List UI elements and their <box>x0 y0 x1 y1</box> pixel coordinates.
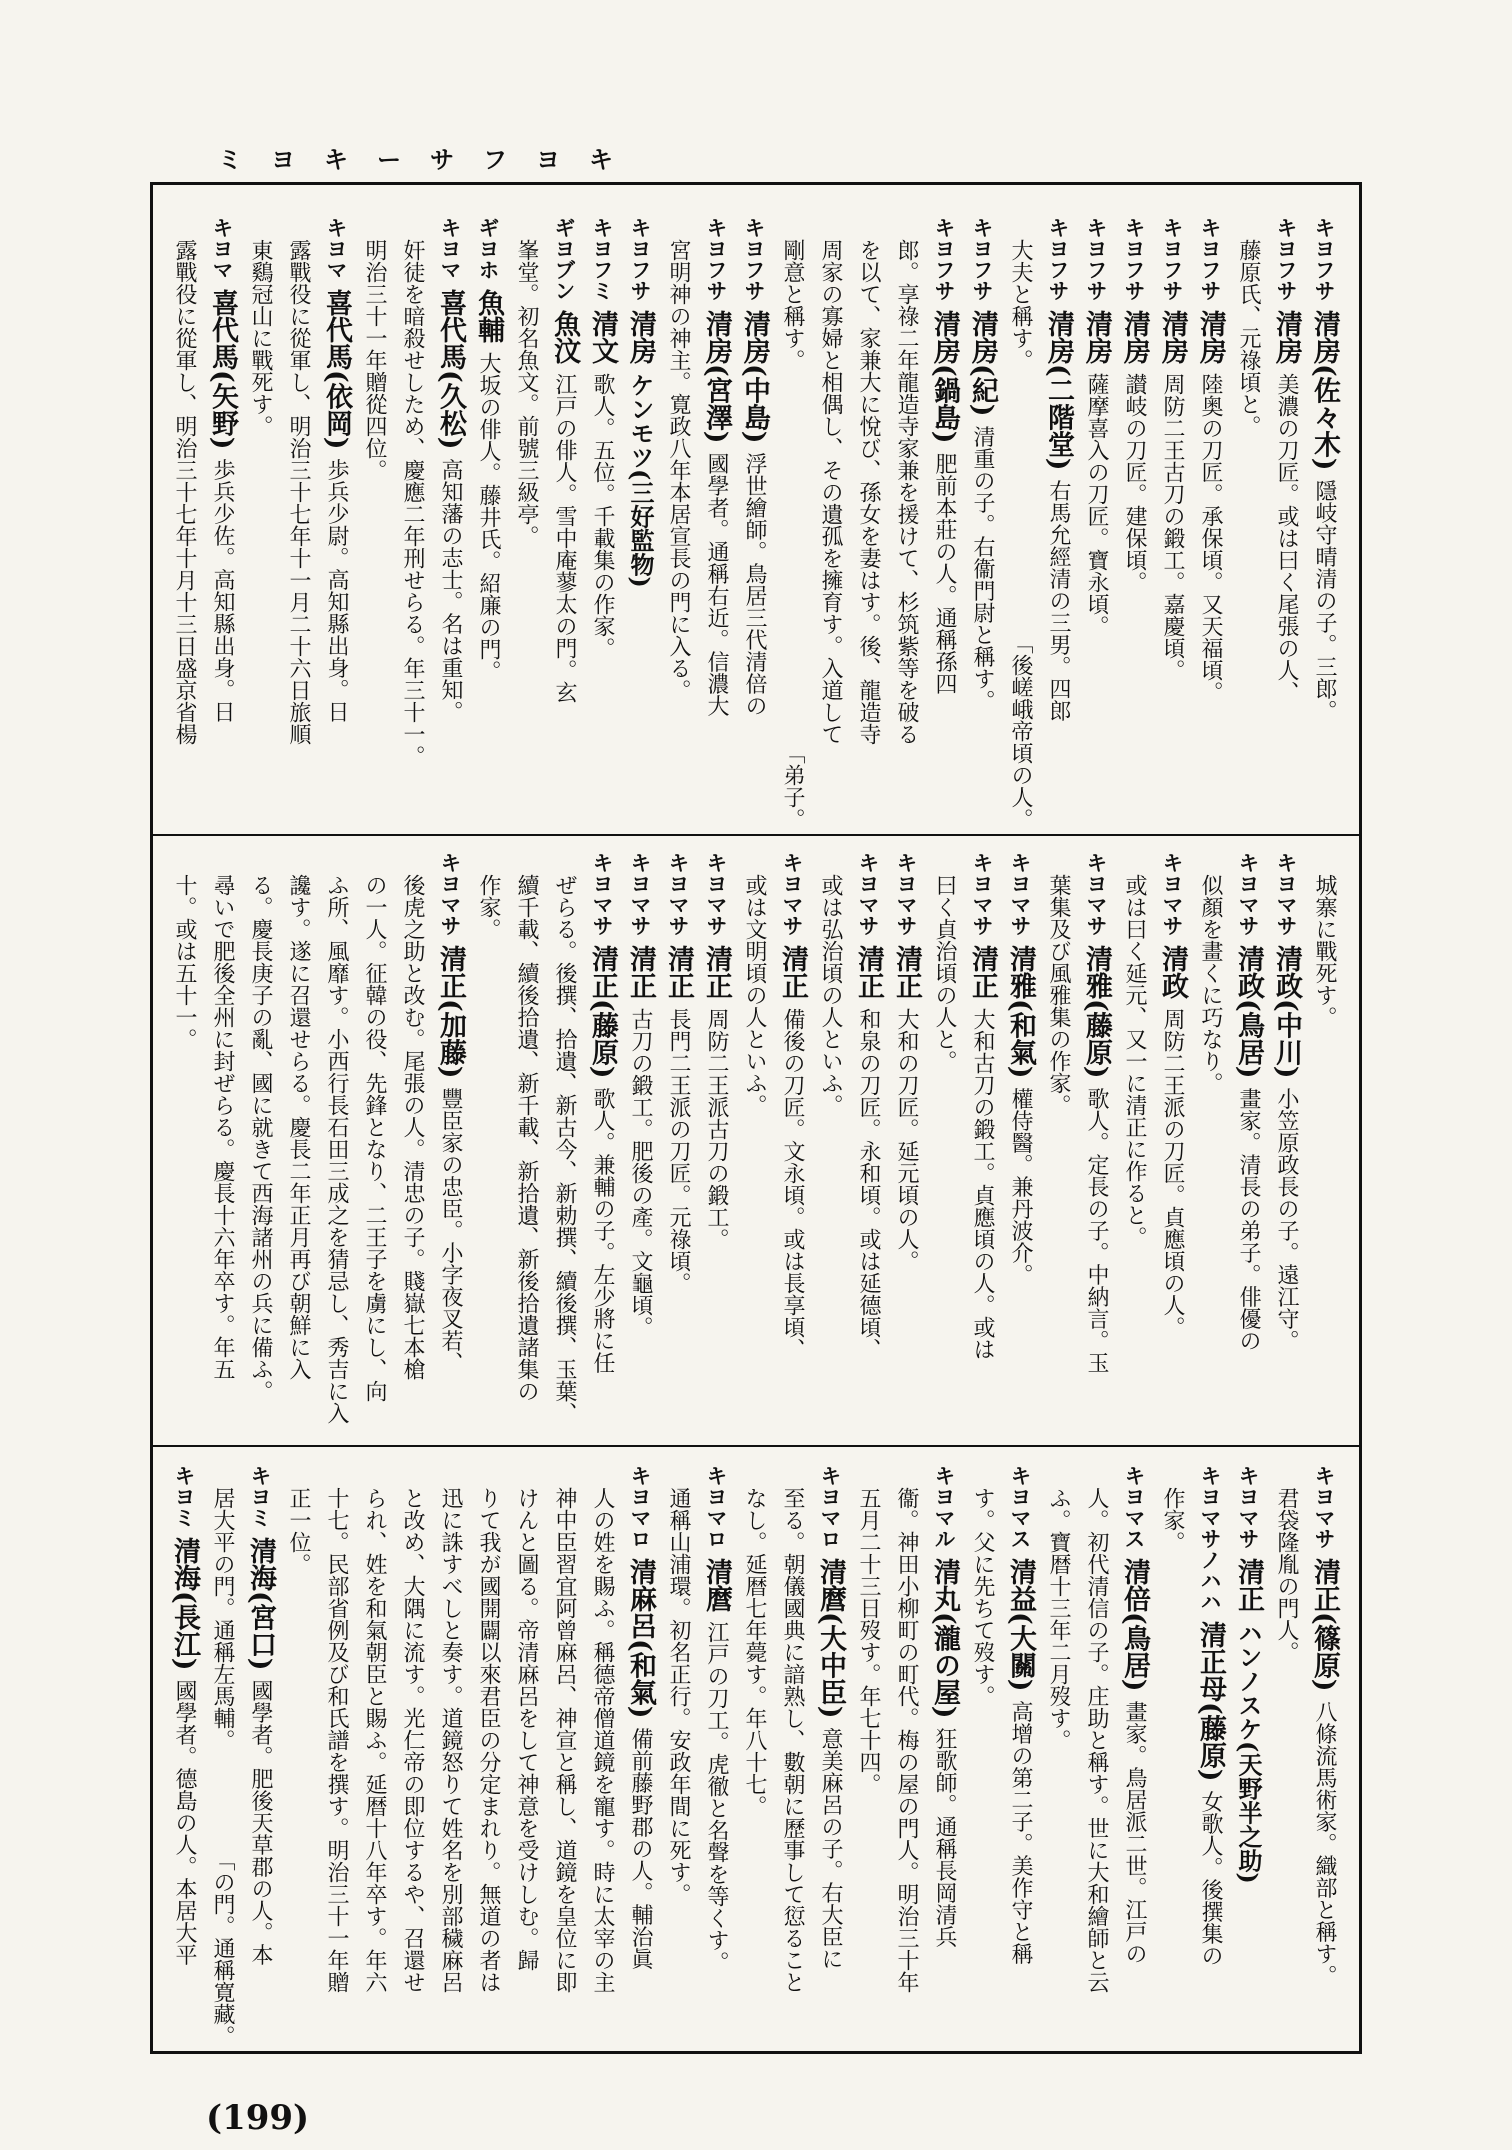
entry-reading: キヨフサ <box>628 217 652 301</box>
continuation-text: 藤原氏、元祿頃と。 <box>1236 239 1261 437</box>
entry-description: 和泉の刀匠。永和頃。或は延德頃、 <box>856 1008 881 1360</box>
continuation-column <box>545 852 583 1445</box>
entry-headword: 清麿 <box>701 1558 732 1612</box>
entry-reading: キヨフミ <box>590 217 614 301</box>
entry-headword: 清正(加藤) <box>435 945 466 1079</box>
entry-headword: 清房(鍋島) <box>929 310 960 444</box>
entry-column <box>621 217 659 834</box>
continuation-text: 曰く貞治頃の人と。 <box>932 874 957 1072</box>
entry-reading: キヨマ <box>438 217 462 280</box>
entry-reading: キヨフサ <box>742 217 766 301</box>
entry-headword: 清政 <box>1157 945 1188 999</box>
continuation-text: の一人。征韓の役、先鋒となり、二王子を虜にし、向 <box>362 874 387 1402</box>
entry-reading: キヨマサ <box>590 852 614 936</box>
entry-column <box>1077 217 1115 834</box>
entry-headword: 清正 <box>967 945 998 999</box>
continuation-column <box>279 1465 317 2051</box>
continuation-column <box>773 217 811 834</box>
continuation-text: と改め、大隅に流す。光仁帝の即位するや、召還せ <box>400 1487 425 1993</box>
entry-reading: キヨミ <box>172 1465 196 1528</box>
entry-column <box>241 1465 279 2051</box>
continuation-column <box>1267 1465 1305 2051</box>
continuation-text: 君袋隆胤の門人。 <box>1274 1487 1299 1663</box>
entry-reading: キヨマサ <box>780 852 804 936</box>
entry-headword: 魚汶 <box>549 310 580 364</box>
continuation-column <box>735 1465 773 2051</box>
entry-column <box>545 217 583 834</box>
continuation-column <box>507 217 545 834</box>
entry-description: 歩兵少佐。高知縣出身。日 <box>210 458 235 723</box>
entry-description: 江戸の刀工。虎徹と名聲を等くす。 <box>704 1621 729 1973</box>
continuation-column <box>203 1465 241 2051</box>
entry-description: 大和古刀の鍛工。貞應頃の人。或は <box>970 1008 995 1360</box>
continuation-column <box>507 852 545 1445</box>
page-frame <box>150 182 1362 2054</box>
continuation-column <box>507 1465 545 2051</box>
entry-description: 周防二王派古刀の鍛工。 <box>704 1008 729 1250</box>
continuation-column <box>241 852 279 1445</box>
entry-column <box>583 852 621 1445</box>
entry-headword: 清房(宮澤) <box>701 310 732 444</box>
entry-headword: 清正 <box>891 945 922 999</box>
continuation-text: けんと圖る。帝清麻呂をして神意を受けしむ。歸 <box>514 1487 539 1971</box>
entry-column <box>735 217 773 834</box>
entry-column <box>317 217 355 834</box>
entry-reading: キヨマス <box>1122 1465 1146 1549</box>
entry-reading: キヨマサ <box>1236 1465 1260 1549</box>
entry-reading: キヨマサ <box>1236 852 1260 936</box>
entry-headword: 清房 <box>1271 310 1302 364</box>
entry-description: 周防二王派の刀匠。貞應頃の人。 <box>1160 1008 1185 1338</box>
entry-reading: キヨフサ <box>1312 217 1336 301</box>
continuation-text: 後虎之助と改む。尾張の人。清忠の子。賤嶽七本槍 <box>400 874 425 1380</box>
entry-description: 大和の刀匠。延元頃の人。 <box>894 1008 919 1272</box>
entry-description: 薩摩喜入の刀匠。寶永頃。 <box>1084 373 1109 637</box>
continuation-column <box>203 852 241 1445</box>
entry-headword: 清房 <box>1157 310 1188 364</box>
entry-headword: 清正(藤原) <box>587 945 618 1079</box>
continuation-column <box>279 217 317 834</box>
continuation-text: 讒す。遂に召還せらる。慶長二年正月再び朝鮮に入 <box>286 874 311 1380</box>
entry-column <box>1191 217 1229 834</box>
continuation-column <box>393 852 431 1445</box>
continuation-text: 東鷄冠山に戰死す。 <box>248 239 273 437</box>
entry-description: 國學者。肥後天草郡の人。本 <box>248 1679 273 1966</box>
entry-headword: 清房 <box>1195 310 1226 364</box>
continuation-text: 露戰役に從軍し、明治三十七年十月十三日盛京省楊 <box>172 239 197 745</box>
entry-column <box>963 217 1001 834</box>
entry-headword: 清丸(瀧の屋) <box>929 1558 960 1719</box>
entry-reading: キヨマロ <box>628 1465 652 1549</box>
middle-section <box>153 834 1359 1445</box>
entry-reading: キヨマサ <box>1084 852 1108 936</box>
entry-reading: キヨマサ <box>628 852 652 936</box>
entry-headword: 清房 <box>625 310 656 364</box>
entry-reading: キヨマ <box>324 217 348 280</box>
entry-headword: 喜代馬(矢野) <box>207 289 238 450</box>
entry-column <box>697 1465 735 2051</box>
entry-column <box>811 1465 849 2051</box>
entry-description: 右馬允經清の三男。四郎 <box>1046 479 1071 722</box>
entry-reading: キヨミ <box>248 1465 272 1528</box>
overflow-note: 「の門。通稱寛藏。 <box>210 1849 235 2047</box>
continuation-column <box>393 217 431 834</box>
entry-headword: 清房 <box>1081 310 1112 364</box>
continuation-column <box>469 1465 507 2051</box>
continuation-text: 峯堂。初名魚文。前號三級亭。 <box>514 239 539 547</box>
continuation-text: ふ所、風靡す。小西行長石田三成之を猜忌し、秀吉に入 <box>324 874 349 1424</box>
entry-description: 陸奥の刀匠。承保頃。又天福頃。 <box>1198 373 1223 703</box>
continuation-text: 十。或は五十一。 <box>172 874 197 1050</box>
entry-column <box>1077 852 1115 1445</box>
entry-description: 歌人。定長の子。中納言。玉 <box>1084 1087 1109 1374</box>
entry-column <box>203 217 241 834</box>
entry-reading: キヨフサ <box>1160 217 1184 301</box>
continuation-text: 郎。享祿二年龍造寺家兼を援けて、杉筑紫等を破る <box>894 239 919 745</box>
page-number: (199) <box>206 2098 310 2138</box>
entry-description: 歩兵少尉。高知縣出身。日 <box>324 458 349 723</box>
entry-column <box>1115 1465 1153 2051</box>
entry-reading: ギヨブン <box>552 217 576 301</box>
continuation-column <box>1039 852 1077 1445</box>
entry-description: 畫家。鳥居派二世。江戸の <box>1122 1700 1147 1965</box>
entry-headword: 清文 <box>587 310 618 364</box>
entry-column <box>1229 852 1267 1445</box>
continuation-text: られ、姓を和氣朝臣と賜ふ。延暦十八年卒す。年六 <box>362 1487 387 1993</box>
continuation-column <box>811 217 849 834</box>
entry-cross-reference: ケンモツ(三好監物) <box>626 373 655 588</box>
entry-column <box>963 852 1001 1445</box>
entry-cross-reference: ハンノスケ(天野半之助) <box>1234 1621 1263 1884</box>
entry-reading: キヨフサ <box>1274 217 1298 301</box>
continuation-column <box>963 1465 1001 2051</box>
entry-description: 歌人。兼輔の子。左少將に任 <box>590 1087 615 1374</box>
entry-description: 備後の刀匠。文永頃。或は長享頃、 <box>780 1008 805 1360</box>
continuation-text: 明治三十一年贈從四位。 <box>362 239 387 481</box>
entry-column <box>1191 1465 1229 2051</box>
continuation-text: 或は曰く延元、又一に清正に作ると。 <box>1122 874 1147 1248</box>
entry-description: 狂歌師。通稱長岡清兵 <box>932 1727 957 1948</box>
entry-description: 高知藩の志士。名は重知。 <box>438 458 463 723</box>
entry-reading: キヨフサ <box>1084 217 1108 301</box>
continuation-text: 五月二十三日歿す。年七十四。 <box>856 1487 881 1795</box>
entry-description: 權侍醫。兼丹波介。 <box>1008 1087 1033 1286</box>
continuation-column <box>317 852 355 1445</box>
entry-column <box>1267 852 1305 1445</box>
continuation-column <box>431 1465 469 2051</box>
continuation-text: 或は弘治頃の人といふ。 <box>818 874 843 1116</box>
entry-reading: キヨマロ <box>818 1465 842 1549</box>
continuation-text: 城寨に戰死す。 <box>1312 874 1337 1028</box>
continuation-column <box>1305 852 1343 1445</box>
entry-description: 清重の子。右衞門尉と稱す。 <box>970 425 995 712</box>
entry-reading: キヨマサ <box>666 852 690 936</box>
entry-headword: 清海(長江) <box>169 1537 200 1671</box>
continuation-text: 正一位。 <box>286 1487 311 1575</box>
entry-column <box>469 217 507 834</box>
continuation-column <box>1001 217 1039 834</box>
entry-reading: キヨマサ <box>1312 1465 1336 1549</box>
entry-reading: キヨフサ <box>1122 217 1146 301</box>
entry-column <box>887 852 925 1445</box>
continuation-text: る。慶長庚子の亂、國に就きて西海諸州の兵に備ふ。 <box>248 874 273 1402</box>
entry-description: 國學者。德島の人。本居大平 <box>172 1679 197 1966</box>
continuation-column <box>1039 1465 1077 2051</box>
continuation-text: 宮明神の神主。寛政八年本居宣長の門に入る。 <box>666 239 691 701</box>
continuation-text: 大夫と稱す。 <box>1008 239 1033 371</box>
continuation-column <box>887 1465 925 2051</box>
entry-description: 江戸の俳人。雪中庵蓼太の門。玄 <box>552 373 577 703</box>
entry-headword: 清正(篠原) <box>1309 1558 1340 1692</box>
continuation-text: ぜらる。後撰、拾遺、新古今、新勅撰、續後撰、玉葉、 <box>552 874 577 1424</box>
entry-description: 肥前本莊の人。通稱孫四 <box>932 452 957 695</box>
entry-reading: キヨマサ <box>438 852 462 936</box>
entry-headword: 清正 <box>701 945 732 999</box>
entry-description: 大坂の俳人。藤井氏。紹廉の門。 <box>476 352 501 682</box>
entry-description: 美濃の刀匠。或は曰く尾張の人、 <box>1274 373 1299 703</box>
continuation-text: す。父に先ちて歿す。 <box>970 1487 995 1707</box>
entry-description: 長門二王派の刀匠。元祿頃。 <box>666 1008 691 1294</box>
continuation-text: 神中臣習宜阿曾麻呂、神宣と稱し、道鏡を皇位に即 <box>552 1487 577 1993</box>
entry-headword: 清政(中川) <box>1271 945 1302 1079</box>
entry-column <box>431 217 469 834</box>
continuation-column <box>241 217 279 834</box>
entry-column <box>1153 217 1191 834</box>
entry-description: 國學者。通稱右近。信濃大 <box>704 452 729 717</box>
continuation-column <box>545 1465 583 2051</box>
entry-headword: 清正 <box>1233 1558 1264 1612</box>
continuation-text: 剛意と稱す。 <box>780 239 805 371</box>
entry-headword: 清雅(和氣) <box>1005 945 1036 1079</box>
entry-reading: キヨマサ <box>1008 852 1032 936</box>
continuation-column <box>735 852 773 1445</box>
entry-reading: キヨマサ <box>894 852 918 936</box>
entry-headword: 喜代馬(久松) <box>435 289 466 450</box>
entry-column <box>925 217 963 834</box>
continuation-text: 奸徒を暗殺せしため、慶應二年刑せらる。年三十一。 <box>400 239 425 767</box>
entry-headword: 清益(大關) <box>1005 1558 1036 1692</box>
entry-column <box>165 1465 203 2051</box>
entry-headword: 清麻呂(和氣) <box>625 1558 656 1719</box>
entry-reading: キヨマサ <box>1274 852 1298 936</box>
continuation-text: 衞。神田小柳町の町代。梅の屋の門人。明治三十年 <box>894 1487 919 1993</box>
continuation-text: を以て、家兼大に悅び、孫女を妻はす。後、龍造寺 <box>856 239 881 745</box>
entry-column <box>1039 217 1077 834</box>
continuation-column <box>469 852 507 1445</box>
entry-description: 畫家。清長の弟子。俳優の <box>1236 1087 1261 1352</box>
entry-headword: 喜代馬(依岡) <box>321 289 352 450</box>
entry-column <box>1267 217 1305 834</box>
bottom-section <box>153 1445 1359 2051</box>
entry-column <box>697 217 735 834</box>
entry-reading: キヨマサ <box>856 852 880 936</box>
entry-description: 古刀の鍛工。肥後の產。文龜頃。 <box>628 1008 653 1338</box>
continuation-column <box>355 217 393 834</box>
entry-reading: キヨマサノハハ <box>1198 1465 1222 1612</box>
continuation-text: 露戰役に從軍し、明治三十七年十一月二十六日旅順 <box>286 239 311 745</box>
continuation-column <box>773 1465 811 2051</box>
top-section <box>153 185 1359 834</box>
entry-description: 八條流馬術家。織部と稱す。 <box>1312 1700 1337 1987</box>
continuation-text: 周家の寡婦と相偶し、その遺孤を擁育す。入道して <box>818 239 843 745</box>
entry-column <box>431 852 469 1445</box>
continuation-column <box>849 217 887 834</box>
entry-headword: 清麿(大中臣) <box>815 1558 846 1719</box>
continuation-column <box>583 1465 621 2051</box>
entry-column <box>1001 1465 1039 2051</box>
continuation-column <box>887 217 925 834</box>
entry-column <box>621 1465 659 2051</box>
continuation-text: 葉集及び風雅集の作家。 <box>1046 874 1071 1116</box>
continuation-column <box>659 217 697 834</box>
continuation-text: 續千載、續後拾遺、新千載、新拾遺、新後拾遺諸集の <box>514 874 539 1402</box>
continuation-text: 作家。 <box>1160 1487 1185 1553</box>
continuation-column <box>1229 217 1267 834</box>
entry-reading: キヨマ <box>210 217 234 280</box>
continuation-column <box>165 852 203 1445</box>
continuation-column <box>317 1465 355 2051</box>
entry-column <box>621 852 659 1445</box>
entry-column <box>1001 852 1039 1445</box>
entry-column <box>1115 217 1153 834</box>
entry-description: 意美麻呂の子。右大臣に <box>818 1727 843 1970</box>
entry-headword: 清房(佐々木) <box>1309 310 1340 471</box>
continuation-column <box>393 1465 431 2051</box>
continuation-column <box>1191 852 1229 1445</box>
continuation-column <box>925 852 963 1445</box>
continuation-text: 至る。朝儀國典に諳熟し、數朝に歷事して愆ること <box>780 1487 805 1993</box>
continuation-text: 居大平の門。通稱左馬輔。 <box>210 1487 235 1751</box>
entry-column <box>1305 217 1343 834</box>
continuation-column <box>1153 1465 1191 2051</box>
entry-description: 隱岐守晴清の子。三郎。 <box>1312 479 1337 722</box>
entry-headword: 清房 <box>1119 310 1150 364</box>
continuation-text: 尋いで肥後全州に封ぜらる。慶長十六年卒す。年五 <box>210 874 235 1380</box>
entry-headword: 清房(紀) <box>967 310 998 417</box>
entry-headword: 清海(宮口) <box>245 1537 276 1671</box>
entry-headword: 清雅(藤原) <box>1081 945 1112 1079</box>
entry-description: 歌人。五位。千載集の作家。 <box>590 373 615 659</box>
overflow-note: 「後嵯峨帝頃の人。 <box>1008 632 1033 830</box>
continuation-text: 通稱山浦環。初名正行。安政年間に死す。 <box>666 1487 691 1905</box>
entry-headword: 清正 <box>625 945 656 999</box>
continuation-text: 迅に誅すべしと奏す。道鏡怒りて姓名を別部穢麻呂 <box>438 1487 463 1993</box>
entry-headword: 清房(二階堂) <box>1043 310 1074 471</box>
entry-reading: ギヨホ <box>476 217 500 280</box>
continuation-text: りて我が國開闢以來君臣の分定まれり。無道の者は <box>476 1487 501 1993</box>
continuation-text: 或は文明頃の人といふ。 <box>742 874 767 1116</box>
continuation-column <box>1115 852 1153 1445</box>
entry-reading: キヨフサ <box>1046 217 1070 301</box>
entry-column <box>697 852 735 1445</box>
entry-headword: 清倍(鳥居) <box>1119 1558 1150 1692</box>
entry-column <box>849 852 887 1445</box>
entry-description: 備前藤野郡の人。輔治眞 <box>628 1727 653 1970</box>
entry-reading: キヨフサ <box>1198 217 1222 301</box>
entry-reading: キヨフサ <box>970 217 994 301</box>
entry-headword: 清正 <box>663 945 694 999</box>
entry-column <box>925 1465 963 2051</box>
entry-description: 小笠原政長の子。遠江守。 <box>1274 1087 1299 1352</box>
entry-column <box>659 852 697 1445</box>
entry-column <box>583 217 621 834</box>
continuation-column <box>1077 1465 1115 2051</box>
continuation-column <box>355 1465 393 2051</box>
continuation-text: 十七。民部省例及び和氏譜を撰す。明治三十一年贈 <box>324 1487 349 1993</box>
continuation-text: 人。初代清信の子。庄助と稱す。世に大和繪師と云 <box>1084 1487 1109 1993</box>
entry-headword: 清房(中島) <box>739 310 770 444</box>
continuation-column <box>279 852 317 1445</box>
continuation-column <box>811 852 849 1445</box>
continuation-text: 作家。 <box>476 874 501 940</box>
entry-reading: キヨマサ <box>1160 852 1184 936</box>
entry-headword: 清正 <box>777 945 808 999</box>
entry-reading: キヨフサ <box>932 217 956 301</box>
entry-description: 浮世繪師。鳥居三代清倍の <box>742 452 767 717</box>
overflow-note: 「弟子。 <box>780 742 805 830</box>
entry-reading: キヨマサ <box>970 852 994 936</box>
continuation-text: 人の姓を賜ふ。稱德帝僧道鏡を寵す。時に太宰の主 <box>590 1487 615 1993</box>
entry-description: 豐臣家の忠臣。小字夜叉若、 <box>438 1087 463 1374</box>
running-title: キヨフサーキヨミ <box>218 146 642 174</box>
continuation-text: なし。延暦七年薨す。年八十七。 <box>742 1487 767 1817</box>
continuation-text: 似顏を畫くに巧なり。 <box>1198 874 1223 1094</box>
continuation-text: ふ。寶暦十三年二月歿す。 <box>1046 1487 1071 1751</box>
entry-headword: 清政(鳥居) <box>1233 945 1264 1079</box>
continuation-column <box>659 1465 697 2051</box>
entry-column <box>773 852 811 1445</box>
entry-reading: キヨフサ <box>704 217 728 301</box>
entry-headword: 清正母(藤原) <box>1195 1621 1226 1782</box>
entry-reading: キヨマサ <box>704 852 728 936</box>
entry-headword: 魚輔 <box>473 289 504 343</box>
entry-reading: キヨマル <box>932 1465 956 1549</box>
continuation-column <box>849 1465 887 2051</box>
entry-reading: キヨマス <box>1008 1465 1032 1549</box>
entry-column <box>1229 1465 1267 2051</box>
entry-headword: 清正 <box>853 945 884 999</box>
continuation-column <box>165 217 203 834</box>
entry-description: 讃岐の刀匠。建保頃。 <box>1122 373 1147 593</box>
entry-description: 高增の第二子。美作守と稱 <box>1008 1700 1033 1965</box>
entry-description: 周防二王古刀の鍛工。嘉慶頃。 <box>1160 373 1185 681</box>
entry-column <box>1305 1465 1343 2051</box>
entry-description: 女歌人。後撰集の <box>1198 1790 1223 1967</box>
entry-reading: キヨマロ <box>704 1465 728 1549</box>
entry-column <box>1153 852 1191 1445</box>
continuation-column <box>355 852 393 1445</box>
